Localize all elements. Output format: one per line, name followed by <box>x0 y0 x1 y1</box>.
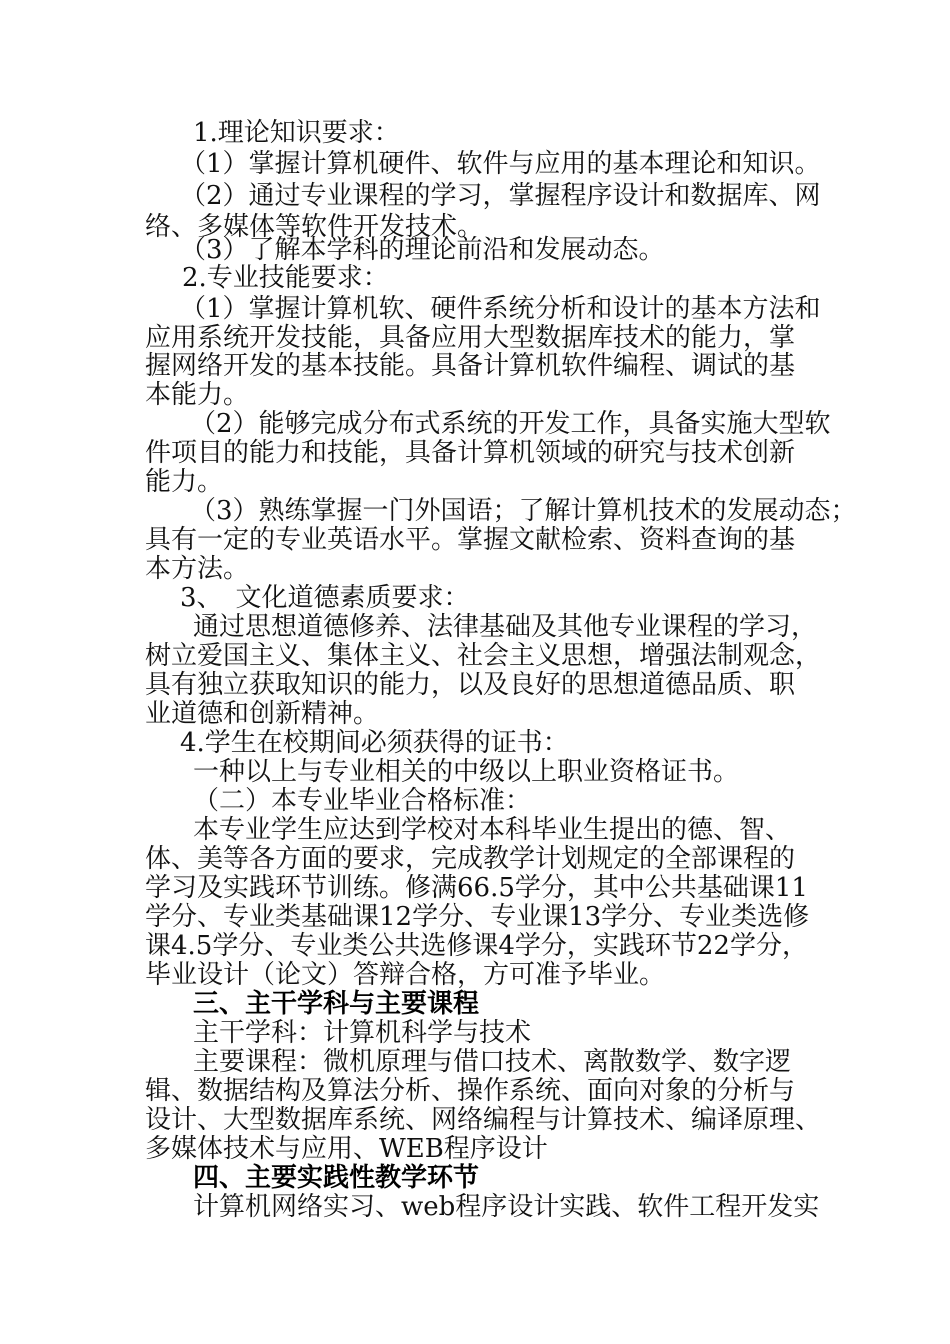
paragraph-line: （3）了解本学科的理论前沿和发展动态。 <box>180 235 665 265</box>
moral-requirements-heading: 3、 文化道德素质要求： <box>180 583 470 613</box>
section-heading-practice: 四、主要实践性教学环节 <box>193 1163 480 1193</box>
paragraph-line: 毕业设计（论文）答辩合格，方可准予毕业。 <box>145 960 666 990</box>
paragraph-line: （1）掌握计算机软、硬件系统分析和设计的基本方法和 <box>180 294 821 324</box>
paragraph-line: （1）掌握计算机硬件、软件与应用的基本理论和知识。 <box>180 149 821 179</box>
paragraph-line: 络、多媒体等软件开发技术。 <box>145 212 484 242</box>
paragraph-line: 计算机网络实习、web程序设计实践、软件工程开发实 <box>193 1192 820 1222</box>
skill-requirements-heading: 2.专业技能要求： <box>182 263 389 293</box>
paragraph-line: 辑、数据结构及算法分析、操作系统、面向对象的分析与 <box>145 1076 796 1106</box>
paragraph-line: 树立爱国主义、集体主义、社会主义思想，增强法制观念， <box>145 641 822 671</box>
theory-requirements-heading: 1.理论知识要求： <box>193 118 400 148</box>
paragraph-line: 主要课程：微机原理与借口技术、离散数学、数字逻 <box>193 1047 792 1077</box>
paragraph-line: （3）熟练掌握一门外国语；了解计算机技术的发展动态； <box>190 496 857 526</box>
paragraph-line: 能力。 <box>145 467 224 497</box>
paragraph-line: 本方法。 <box>145 554 250 584</box>
paragraph-line: 本专业学生应达到学校对本科毕业生提出的德、智、 <box>193 815 792 845</box>
paragraph-line: 件项目的能力和技能，具备计算机领域的研究与技术创新 <box>145 438 796 468</box>
paragraph-line: 一种以上与专业相关的中级以上职业资格证书。 <box>193 757 740 787</box>
paragraph-line: 业道德和创新精神。 <box>145 699 380 729</box>
paragraph-line: （2）能够完成分布式系统的开发工作，具备实施大型软 <box>190 409 831 439</box>
paragraph-line: 通过思想道德修养、法律基础及其他专业课程的学习， <box>193 612 818 642</box>
paragraph-line: 握网络开发的基本技能。具备计算机软件编程、调试的基 <box>145 351 796 381</box>
paragraph-line: 学习及实践环节训练。修满66.5学分，其中公共基础课11 <box>145 873 808 903</box>
paragraph-line: 具有独立获取知识的能力，以及良好的思想道德品质、职 <box>145 670 796 700</box>
paragraph-line: 体、美等各方面的要求，完成教学计划规定的全部课程的 <box>145 844 796 874</box>
paragraph-line: 多媒体技术与应用、WEB程序设计 <box>145 1134 548 1164</box>
paragraph-line: 本能力。 <box>145 380 250 410</box>
paragraph-line: 主干学科：计算机科学与技术 <box>193 1018 532 1048</box>
paragraph-line: （2）通过专业课程的学习，掌握程序设计和数据库、网 <box>180 181 821 211</box>
certificate-heading: 4.学生在校期间必须获得的证书： <box>180 728 569 758</box>
paragraph-line: 应用系统开发技能，具备应用大型数据库技术的能力，掌 <box>145 323 796 353</box>
paragraph-line: 学分、专业类基础课12学分、专业课13学分、专业类选修 <box>145 902 810 932</box>
paragraph-line: 具有一定的专业英语水平。掌握文献检索、资料查询的基 <box>145 525 796 555</box>
graduation-standard-heading: （二）本专业毕业合格标准： <box>193 786 532 816</box>
section-heading-disciplines: 三、主干学科与主要课程 <box>193 989 480 1019</box>
paragraph-line: 课4.5学分、专业类公共选修课4学分，实践环节22学分， <box>145 931 808 961</box>
paragraph-line: 设计、大型数据库系统、网络编程与计算技术、编译原理、 <box>145 1105 822 1135</box>
